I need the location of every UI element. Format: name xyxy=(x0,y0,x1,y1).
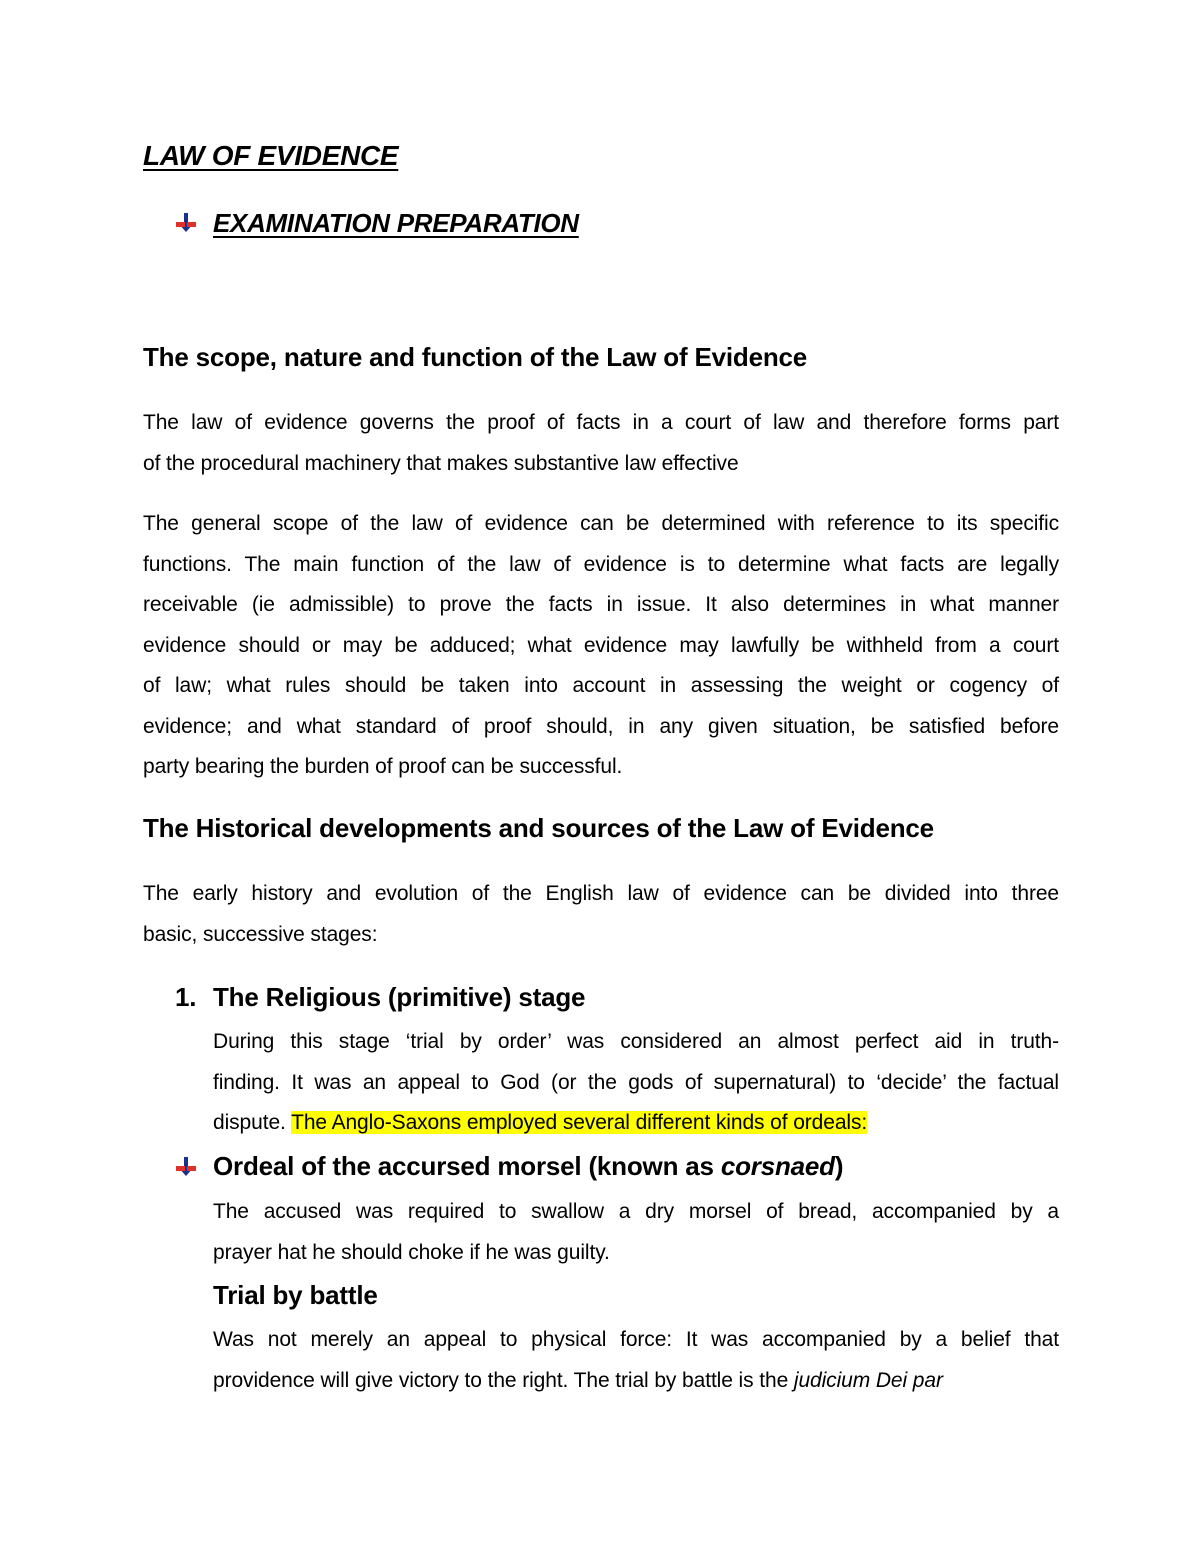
paragraph-morsel xyxy=(213,1192,1059,1273)
text-line: of the procedural machinery that makes substantive law effective xyxy=(143,451,739,475)
text-line: prayer hat he should choke if he was guilty. xyxy=(213,1240,610,1264)
section-heading-scope: The scope, nature and function of the Law of Evidence xyxy=(143,342,808,372)
paragraph-battle xyxy=(213,1320,1059,1401)
paragraph-religious-stage xyxy=(213,1022,1059,1144)
text-line: The general scope of the law of evidence can be determined with reference to its specific xyxy=(143,512,1059,535)
text-segment: dispute. xyxy=(213,1111,292,1134)
heading-italic-term: corsnaed xyxy=(720,1151,835,1181)
text-line xyxy=(213,1361,1059,1402)
ordeal-heading-battle: Trial by battle xyxy=(213,1280,378,1310)
text-line xyxy=(213,1103,1059,1144)
heading-text: Ordeal of the accursed morsel (known as xyxy=(213,1151,721,1181)
paragraph-scope-2 xyxy=(143,504,1059,788)
highlighted-text: The Anglo-Saxons employed several different kinds of ordeals: xyxy=(291,1111,868,1134)
ordeal-heading-morsel xyxy=(213,1151,843,1182)
document-subtitle: EXAMINATION PREPARATION xyxy=(213,208,579,238)
text-line: Was not merely an appeal to physical force: It was accompanied by a belief that xyxy=(213,1328,1059,1351)
text-line: The law of evidence governs the proof of facts in a court of law and therefore forms part xyxy=(143,411,1059,434)
text-line: receivable (ie admissible) to prove the facts in issue. It also determines in what manner xyxy=(143,593,1059,616)
text-line: finding. It was an appeal to God (or the gods of supernatural) to ‘decide’ the factual xyxy=(213,1070,1059,1094)
list-number: 1. xyxy=(175,982,197,1012)
text-line: The accused was required to swallow a dry morsel of bread, accompanied by a xyxy=(213,1200,1059,1223)
paragraph-scope-1 xyxy=(143,403,1059,484)
text-line: evidence should or may be adduced; what evidence may lawfully be withheld from a court xyxy=(143,633,1059,657)
text-line: The early history and evolution of the English law of evidence can be divided into three xyxy=(143,882,1059,905)
arrow-bullet-icon xyxy=(175,1157,197,1177)
arrow-bullet-icon xyxy=(175,213,197,233)
text-line: party bearing the burden of proof can be successful. xyxy=(143,755,623,778)
text-line: During this stage ‘trial by order’ was considered an almost perfect aid in truth- xyxy=(213,1030,1059,1053)
text-line: evidence; and what standard of proof should, in any given situation, be satisfied before xyxy=(143,714,1059,738)
heading-text-end: ) xyxy=(834,1151,844,1181)
text-line: of law; what rules should be taken into account in assessing the weight or cogency of xyxy=(143,674,1059,697)
stage-heading-religious: The Religious (primitive) stage xyxy=(213,982,586,1012)
text-line: functions. The main function of the law of evidence is to determine what facts are legally xyxy=(143,552,1059,576)
italic-term: judicium Dei par xyxy=(793,1368,943,1392)
section-heading-history: The Historical developments and sources of the Law of Evidence xyxy=(143,813,934,843)
text-segment: providence will give victory to the right. The trial by battle is the xyxy=(213,1368,794,1392)
document-title: LAW OF EVIDENCE xyxy=(143,140,399,171)
paragraph-history-intro xyxy=(143,874,1059,955)
text-line: basic, successive stages: xyxy=(143,922,378,946)
